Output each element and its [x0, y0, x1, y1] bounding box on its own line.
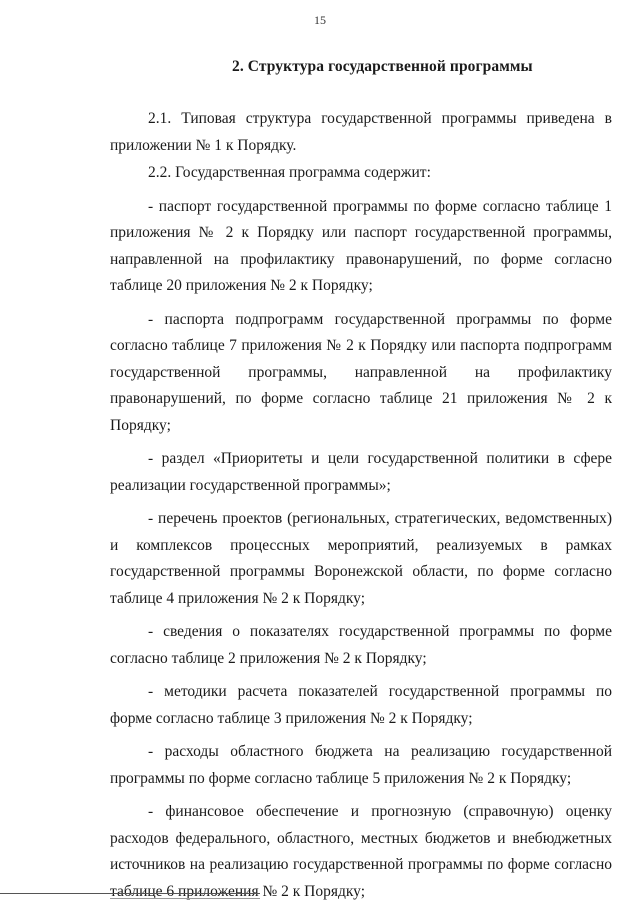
- list-item-subprogram-passports: - паспорта подпрограмм государственной программы по форме согласно таблице 7 приложения № 2 к Порядку или паспорта подпрограмм государственной программы, направленной на профилактику правонарушений, по форме согласно таблице 21 приложения № 2 к Порядку;: [110, 310, 612, 434]
- paragraph-2-2: 2.2. Государственная программа содержит:: [148, 164, 431, 181]
- document-body: [110, 106, 612, 905]
- list-item-budget-expenses: - расходы областного бюджета на реализацию государственной программы по форме согласно таблице 5 приложения № 2 к Порядку;: [110, 743, 612, 787]
- list-item-indicators: - сведения о показателях государственной программы по форме согласно таблице 2 приложения № 2 к Порядку;: [110, 623, 612, 667]
- list-item-priorities-section: - раздел «Приоритеты и цели государственной политики в сфере реализации государственной программы»;: [110, 450, 612, 494]
- list-item-projects-list: - перечень проектов (региональных, стратегических, ведомственных) и комплексов процессных мероприятий, реализуемых в рамках государственной программы Воронежской области, по форме согласно таблице 4 приложения № 2 к Порядку;: [110, 510, 612, 607]
- list-item-methodologies: - методики расчета показателей государственной программы по форме согласно таблице 3 приложения № 2 к Порядку;: [110, 683, 612, 727]
- page-number: 15: [314, 13, 326, 27]
- list-item-financial-support: - финансовое обеспечение и прогнозную (справочную) оценку расходов федерального, областного, местных бюджетов и внебюджетных источников на реализацию государственной программы по форме согласно таблице 6 приложения № 2 к Порядку;: [110, 803, 612, 900]
- paragraph-2-1: 2.1. Типовая структура государственной программы приведена в приложении № 1 к Порядку.: [110, 110, 612, 154]
- list-item-passport: - паспорт государственной программы по форме согласно таблице 1 приложения № 2 к Порядку или паспорт государственной программы, направленной на профилактику правонарушений, по форме согласно таблице 20 приложения № 2 к Порядку;: [110, 197, 612, 294]
- bottom-rule-secondary: [110, 898, 260, 899]
- section-title: 2. Структура государственной программы: [232, 58, 533, 75]
- bottom-rule: [0, 893, 260, 894]
